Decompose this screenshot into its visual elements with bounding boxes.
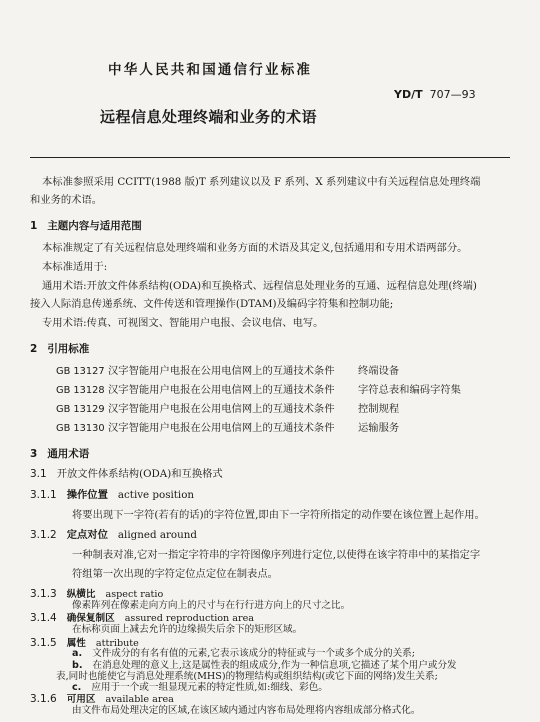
list-item-text: 应用于一个或一组显现元素的特定性质,如:细线、彩色。 bbox=[91, 681, 328, 693]
reference-number: GB 13130 bbox=[56, 423, 105, 434]
subsection-number: 3.1 bbox=[30, 468, 47, 480]
section-1-paragraph-3-line-2: 接入人际消息传递系统、文件传送和管理操作(DTAM)及编码字符集和控制功能; bbox=[30, 298, 394, 310]
term-definition-line: 符组第一次出现的字符定位点定位在制表点。 bbox=[72, 568, 278, 580]
term-english: active position bbox=[117, 489, 195, 501]
reference-row bbox=[56, 404, 399, 415]
term-name: 可用区 bbox=[66, 694, 96, 706]
list-marker: c. bbox=[72, 681, 82, 693]
term-definition-line: 将要出现下一字符(若有的话)的字符位置,即由下一字符所指定的动作要在该位置上起作用。 bbox=[72, 509, 485, 521]
section-1-paragraph-3-line-1: 通用术语:开放文件体系结构(ODA)和互换格式、远程信息处理业务的互通、远程信息处理(终端) bbox=[42, 280, 477, 292]
reference-topic: 终端设备 bbox=[358, 365, 400, 377]
subsection-title: 开放文件体系结构(ODA)和互换格式 bbox=[56, 468, 223, 480]
term-number: 3.1.3 bbox=[30, 587, 57, 600]
section-1-paragraph-2: 本标准适用于: bbox=[42, 261, 108, 273]
term-name: 纵横比 bbox=[66, 588, 96, 600]
reference-row bbox=[56, 366, 399, 377]
term-name: 确保复制区 bbox=[66, 613, 115, 625]
term-number: 3.1.2 bbox=[30, 529, 57, 541]
intro-line-2: 和业务的术语。 bbox=[30, 194, 103, 206]
term-definition-line: 一种制表对准,它对一指定字符串的字符图像序列进行定位,以使得在该字符串中的某指定字 bbox=[72, 549, 481, 561]
term-name: 操作位置 bbox=[66, 489, 108, 501]
reference-row bbox=[56, 423, 399, 434]
term-heading bbox=[30, 613, 254, 624]
term-english: aspect ratio bbox=[105, 588, 164, 600]
reference-topic: 控制规程 bbox=[358, 403, 400, 415]
term-heading bbox=[30, 490, 194, 501]
list-item-continuation: 表,同时也能使它与消息处理系统(MHS)的物理结构或组织结构(或它下面的网络)发生关系; bbox=[56, 670, 438, 682]
header-divider bbox=[30, 157, 510, 158]
reference-topic: 字符总表和编码字符集 bbox=[358, 384, 461, 396]
section-1-number: 1 bbox=[30, 220, 38, 232]
term-number: 3.1.6 bbox=[30, 693, 57, 706]
term-english: aligned around bbox=[117, 529, 197, 541]
reference-row bbox=[56, 385, 461, 396]
term-english: assured reproduction area bbox=[124, 613, 254, 625]
reference-description: 汉字智能用户电报在公用电信网上的互通技术条件 bbox=[108, 365, 335, 377]
term-number: 3.1.5 bbox=[30, 636, 57, 649]
section-1-paragraph-4: 专用术语:传真、可视图文、智能用户电报、会议电信、电写。 bbox=[42, 317, 324, 329]
reference-number: GB 13129 bbox=[56, 404, 105, 415]
section-1-heading bbox=[30, 218, 142, 233]
reference-description: 汉字智能用户电报在公用电信网上的互通技术条件 bbox=[108, 422, 335, 434]
term-heading bbox=[30, 694, 174, 705]
issuing-organization: 中华人民共和国通信行业标准 bbox=[108, 62, 313, 78]
section-2-heading bbox=[30, 341, 89, 356]
term-number: 3.1.4 bbox=[30, 612, 57, 625]
reference-topic: 运输服务 bbox=[358, 422, 400, 434]
term-name: 属性 bbox=[66, 637, 86, 649]
standard-code-number: 707—93 bbox=[429, 88, 476, 101]
section-3-heading bbox=[30, 446, 89, 461]
term-heading bbox=[30, 589, 163, 600]
standard-code bbox=[394, 88, 476, 101]
standard-code-prefix: YD/T bbox=[394, 88, 423, 101]
list-item-text: 文件成分的有名有值的元素,它表示该成分的特征或与一个或多个成分的关系; bbox=[92, 648, 415, 660]
term-number: 3.1.1 bbox=[30, 489, 57, 501]
term-name: 定点对位 bbox=[66, 529, 108, 541]
term-english: attribute bbox=[95, 637, 139, 649]
reference-description: 汉字智能用户电报在公用电信网上的互通技术条件 bbox=[108, 403, 335, 415]
term-list-item bbox=[72, 683, 328, 693]
document-title: 远程信息处理终端和业务的术语 bbox=[100, 108, 318, 126]
term-heading bbox=[30, 530, 197, 541]
list-marker: a. bbox=[72, 648, 83, 660]
list-item-text: 在消息处理的意义上,这是属性表的组成成分,作为一种信息项,它描述了某个用户或分发 bbox=[92, 659, 457, 671]
term-definition-line: 由文件布局处理决定的区域,在该区域内通过内容布局处理将内容组成部分格式化。 bbox=[72, 705, 421, 716]
term-heading bbox=[30, 638, 139, 649]
reference-number: GB 13128 bbox=[56, 385, 105, 396]
section-1-title: 主题内容与适用范围 bbox=[47, 220, 142, 232]
intro-line-1: 本标准参照采用 CCITT(1988 版)T 系列建议以及 F 系列、X 系列建议中有关远程信息处理终端 bbox=[42, 176, 481, 188]
section-2-number: 2 bbox=[30, 343, 38, 355]
term-english: available area bbox=[105, 694, 174, 706]
term-definition-line: 像素阵列在像素走向方向上的尺寸与在行行进方向上的尺寸之比。 bbox=[72, 599, 351, 611]
list-marker: b. bbox=[72, 659, 83, 671]
section-2-title: 引用标准 bbox=[47, 343, 90, 355]
section-1-paragraph-1: 本标准规定了有关远程信息处理终端和业务方面的术语及其定义,包括通用和专用术语两部分。 bbox=[42, 242, 468, 254]
reference-description: 汉字智能用户电报在公用电信网上的互通技术条件 bbox=[108, 384, 335, 396]
reference-number: GB 13127 bbox=[56, 366, 105, 377]
term-definition-line: 在标称页面上减去允许的边缘损失后余下的矩形区域。 bbox=[72, 624, 303, 636]
term-list-item bbox=[72, 661, 457, 671]
section-3-title: 通用术语 bbox=[47, 448, 90, 460]
section-3-number: 3 bbox=[30, 448, 38, 460]
term-list-item bbox=[72, 649, 415, 659]
subsection-3-1-heading bbox=[30, 469, 223, 480]
